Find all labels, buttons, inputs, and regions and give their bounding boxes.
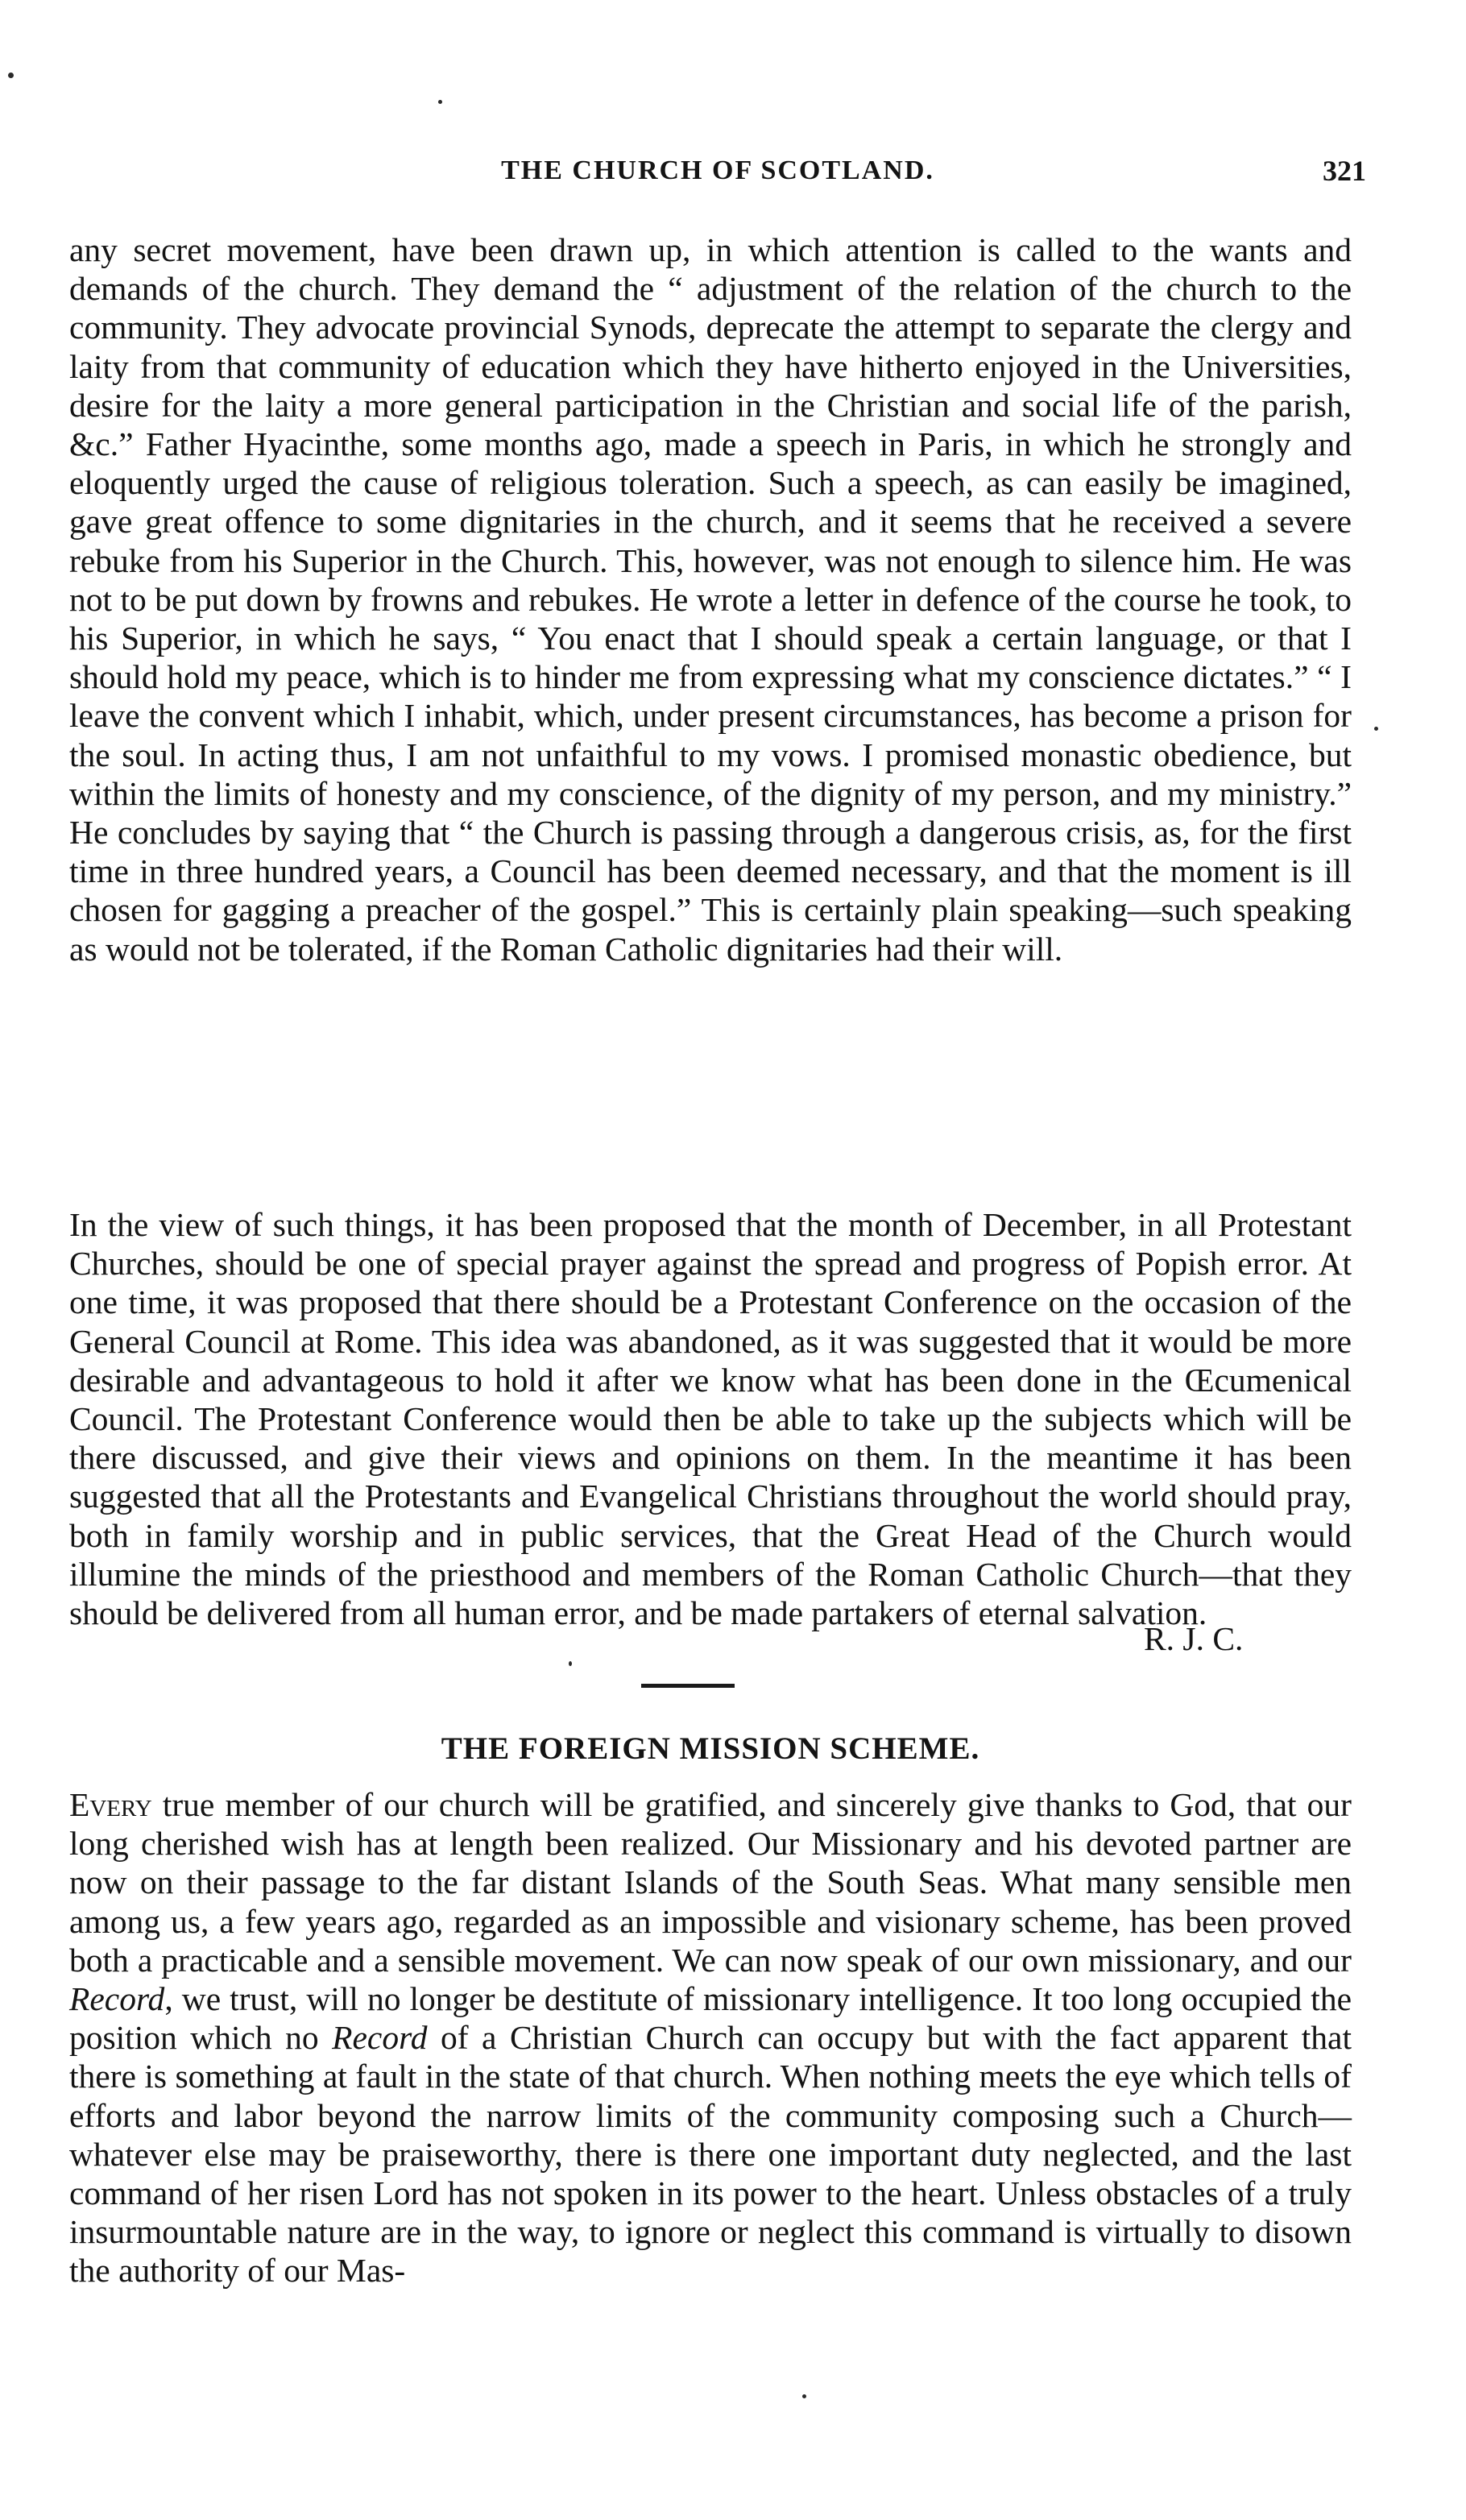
paragraph-text: , we trust, will no longer be destitute of missionary intelligence. It too long occupied the position which no	[69, 1980, 1352, 2057]
scan-speck	[1374, 727, 1378, 731]
article-paragraph: any secret movement, have been drawn up, in which attention is called to the wants and demands of the church. They demand the “ adjustment of the relation of the church to the community. They advocate provincial Synods, deprecate the attempt to separate the clergy and laity from that community of education which they have hitherto enjoyed in the Universities, desire for the laity a more general participation in the Christian and social life of the parish, &c.” Father Hyacinthe, some months ago, made a speech in Paris, in which he strongly and eloquently urged the cause of religious toleration. Such a speech, as can easily be imagined, gave great offence to some dignitaries in the church, and it seems that he received a severe rebuke from his Superior in the Church. This, however, was not enough to silence him. He was not to be put down by frowns and rebukes. He wrote a letter in defence of the course he took, to his Superior, in which he says, “ You enact that I should speak a certain language, or that I should hold my peace, which is to hinder me from expressing what my conscience dictates.” “ I leave the convent which I inhabit, which, under present circumstances, has become a prison for the soul. In acting thus, I am not unfaithful to my vows. I promised monastic obedience, but within the limits of honesty and my conscience, of the dignity of my person, and my ministry.” He concludes by saying that “ the Church is passing through a dangerous crisis, as, for the first time in three hundred years, a Council has been deemed necessary, and that the moment is ill chosen for gagging a preacher of the gospel.” This is certainly plain speaking—such speaking as would not be tolerated, if the Roman Catholic dignitaries had their will.	[69, 231, 1352, 968]
paragraph-text: true member of our church will be gratified, and sincerely give thanks to God, that our long cherished wish has at length been realized. Our Missionary and his devoted partner are now on their passage to the far distant Islands of the South Seas. What many sensible men among us, a few years ago, regarded as an impossible and visionary scheme, has been proved both a practicable and a sensible movement. We can now speak of our own missionary, and our	[69, 1786, 1352, 1979]
record-title: Record	[69, 1980, 165, 2018]
scan-speck	[8, 73, 14, 78]
paragraph-text: of a Christian Church can occupy but with the fact apparent that there is something at fault in the state of that church. When nothing meets the eye which tells of efforts and labor beyond the narrow limits of the community composing such a Church—whatever else may be praiseworthy, there is there one important duty neglected, and the last command of her risen Lord has not spoken in its power to the heart. Unless obstacles of a truly insurmountable nature are in the way, to ignore or neglect this command is virtually to disown the authority of our Mas-	[69, 2019, 1352, 2290]
article-paragraph	[69, 1205, 1352, 1632]
scan-speck	[438, 100, 442, 104]
article-paragraph-text: In the view of such things, it has been proposed that the month of December, in all Protestant Churches, should be one of special prayer against the spread and progress of Popish error. At one time, it was proposed that there should be a Protestant Conference on the occasion of the General Council at Rome. This idea was abandoned, as it was suggested that it would be more desirable and advantageous to hold it after we know what has been done in the Œcumenical Council. The Protestant Conference would then be able to take up the subjects which will be there discussed, and give their views and opinions on them. In the meantime it has been suggested that all the Protestants and Evangelical Christians throughout the world should pray, both in family worship and in public services, that the Great Head of the Church would illumine the minds of the priesthood and members of the Roman Catholic Church—that they should be delivered from all human error, and be made partakers of eternal salvation.	[69, 1206, 1352, 1632]
scan-speck	[802, 2394, 806, 2398]
article-paragraph	[69, 1785, 1352, 2290]
running-title: THE CHURCH OF SCOTLAND.	[501, 155, 934, 185]
section-divider	[641, 1684, 735, 1688]
author-signature: R. J. C.	[1144, 1620, 1244, 1657]
record-title: Record	[332, 2019, 428, 2057]
scan-speck	[569, 1661, 572, 1666]
opening-word: Every	[69, 1786, 152, 1823]
running-head	[69, 147, 1366, 195]
page-number: 321	[1323, 155, 1366, 187]
section-heading: THE FOREIGN MISSION SCHEME.	[441, 1731, 980, 1766]
